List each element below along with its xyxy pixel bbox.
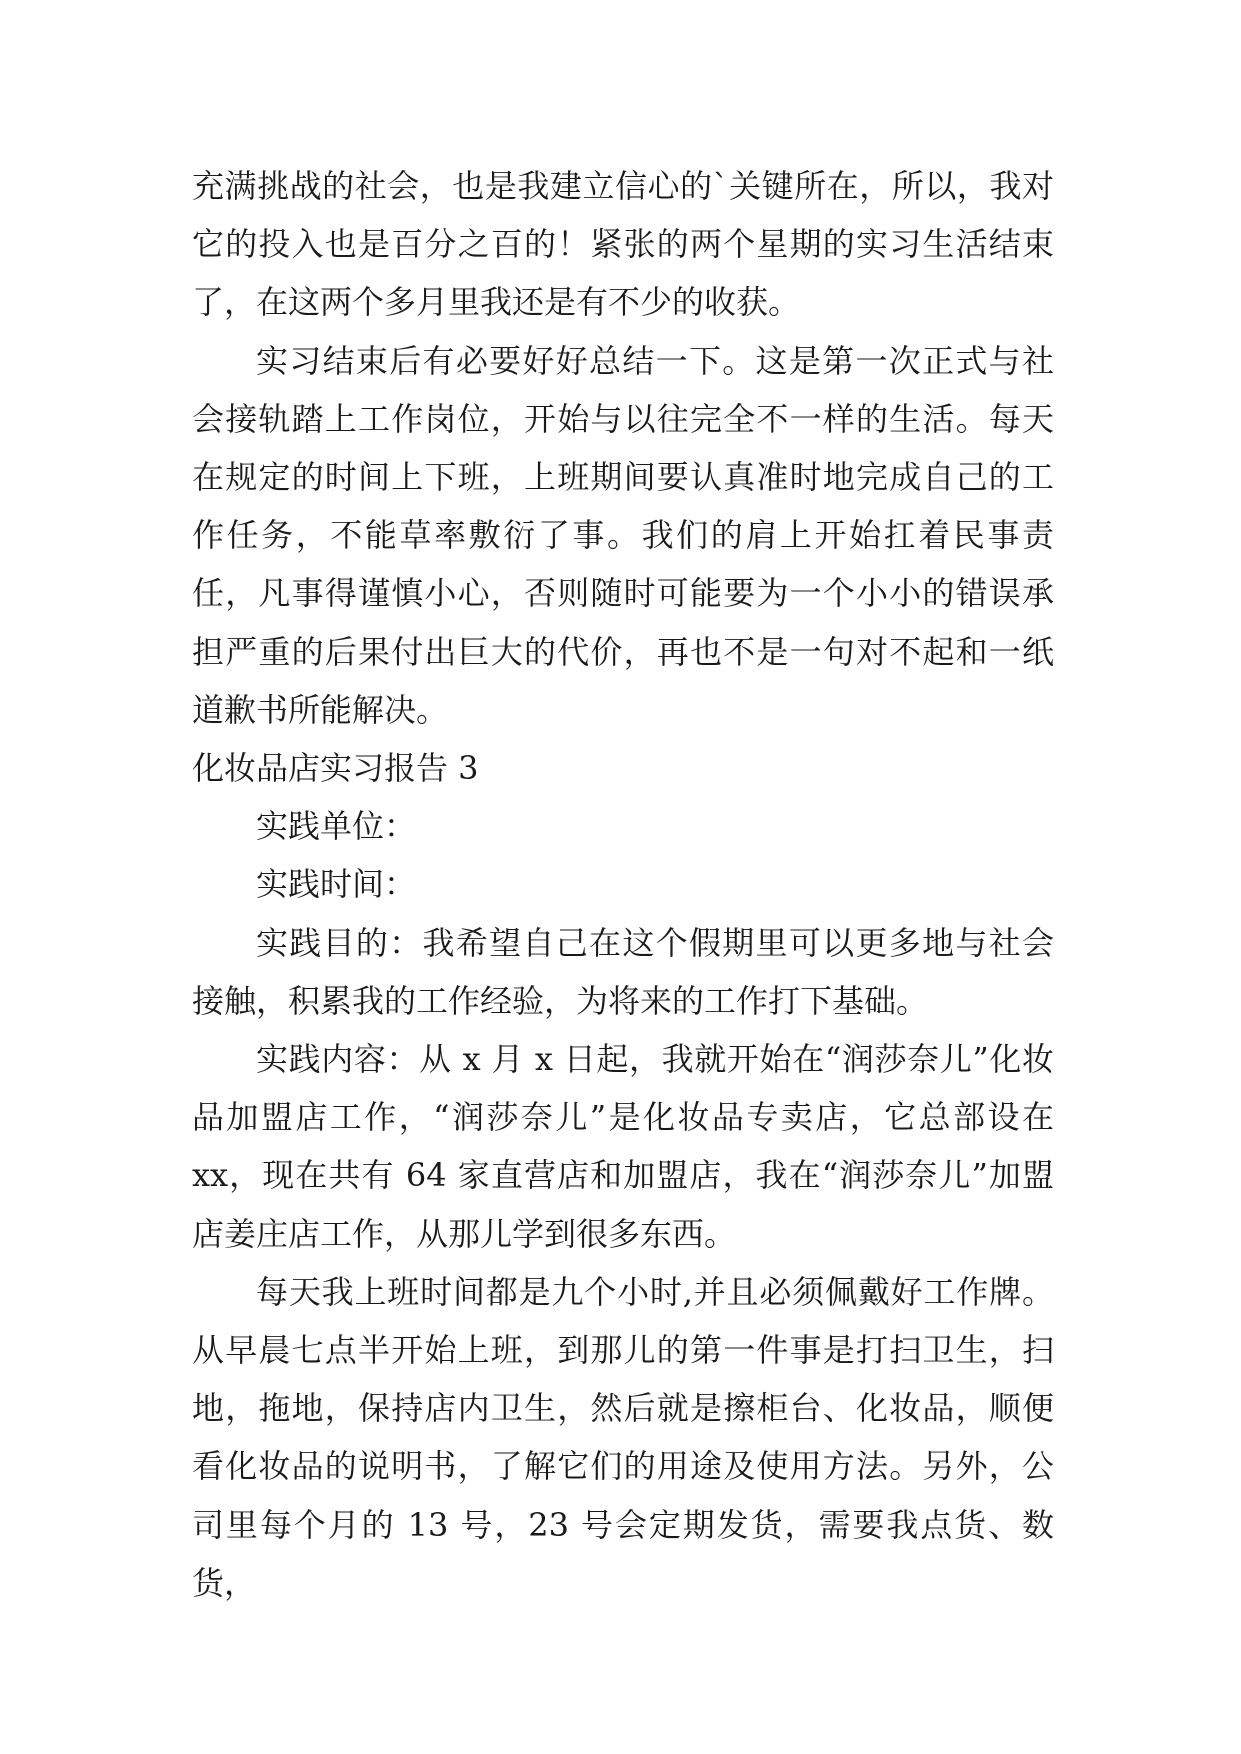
paragraph-practice-content: 实践内容：从 x 月 x 日起，我就开始在“润莎奈儿”化妆品加盟店工作，“润莎奈儿”是化妆品专卖店，它总部设在 xx，现在共有 64 家直营店和加盟店，我在“润莎奈儿”加盟店姜庄店工作，从那儿学到很多东西。 [192,1040,1054,1253]
paragraph-daily-work: 每天我上班时间都是九个小时,并且必须佩戴好工作牌。从早晨七点半开始上班，到那儿的第一件事是打扫卫生，扫地，拖地，保持店内卫生，然后就是擦柜台、化妆品，顺便看化妆品的说明书，了解它们的用途及使用方法。另外，公司里每个月的 13 号，23 号会定期发货，需要我点货、数货， [192,1272,1054,1602]
paragraph-practice-time: 实践时间： [256,865,417,904]
paragraph-internship-summary: 实习结束后有必要好好总结一下。这是第一次正式与社会接轨踏上工作岗位，开始与以往完全不一样的生活。每天在规定的时间上下班，上班期间要认真准时地完成自己的工作任务，不能草率敷衍了事。我们的肩上开始扛着民事责任，凡事得谨慎小心，否则随时可能要为一个小小的错误承担严重的后果付出巨大的代价，再也不是一句对不起和一纸道歉书所能解决。 [192,341,1054,729]
section-heading: 化妆品店实习报告 3 [192,749,479,788]
document-body [192,157,1054,1612]
paragraph-practice-purpose: 实践目的：我希望自己在这个假期里可以更多地与社会接触，积累我的工作经验，为将来的工作打下基础。 [192,923,1054,1020]
paragraph-continuation: 充满挑战的社会，也是我建立信心的`关键所在，所以，我对它的投入也是百分之百的！紧张的两个星期的实习生活结束了，在这两个多月里我还是有不少的收获。 [192,167,1054,322]
paragraph-practice-unit: 实践单位： [256,807,417,846]
